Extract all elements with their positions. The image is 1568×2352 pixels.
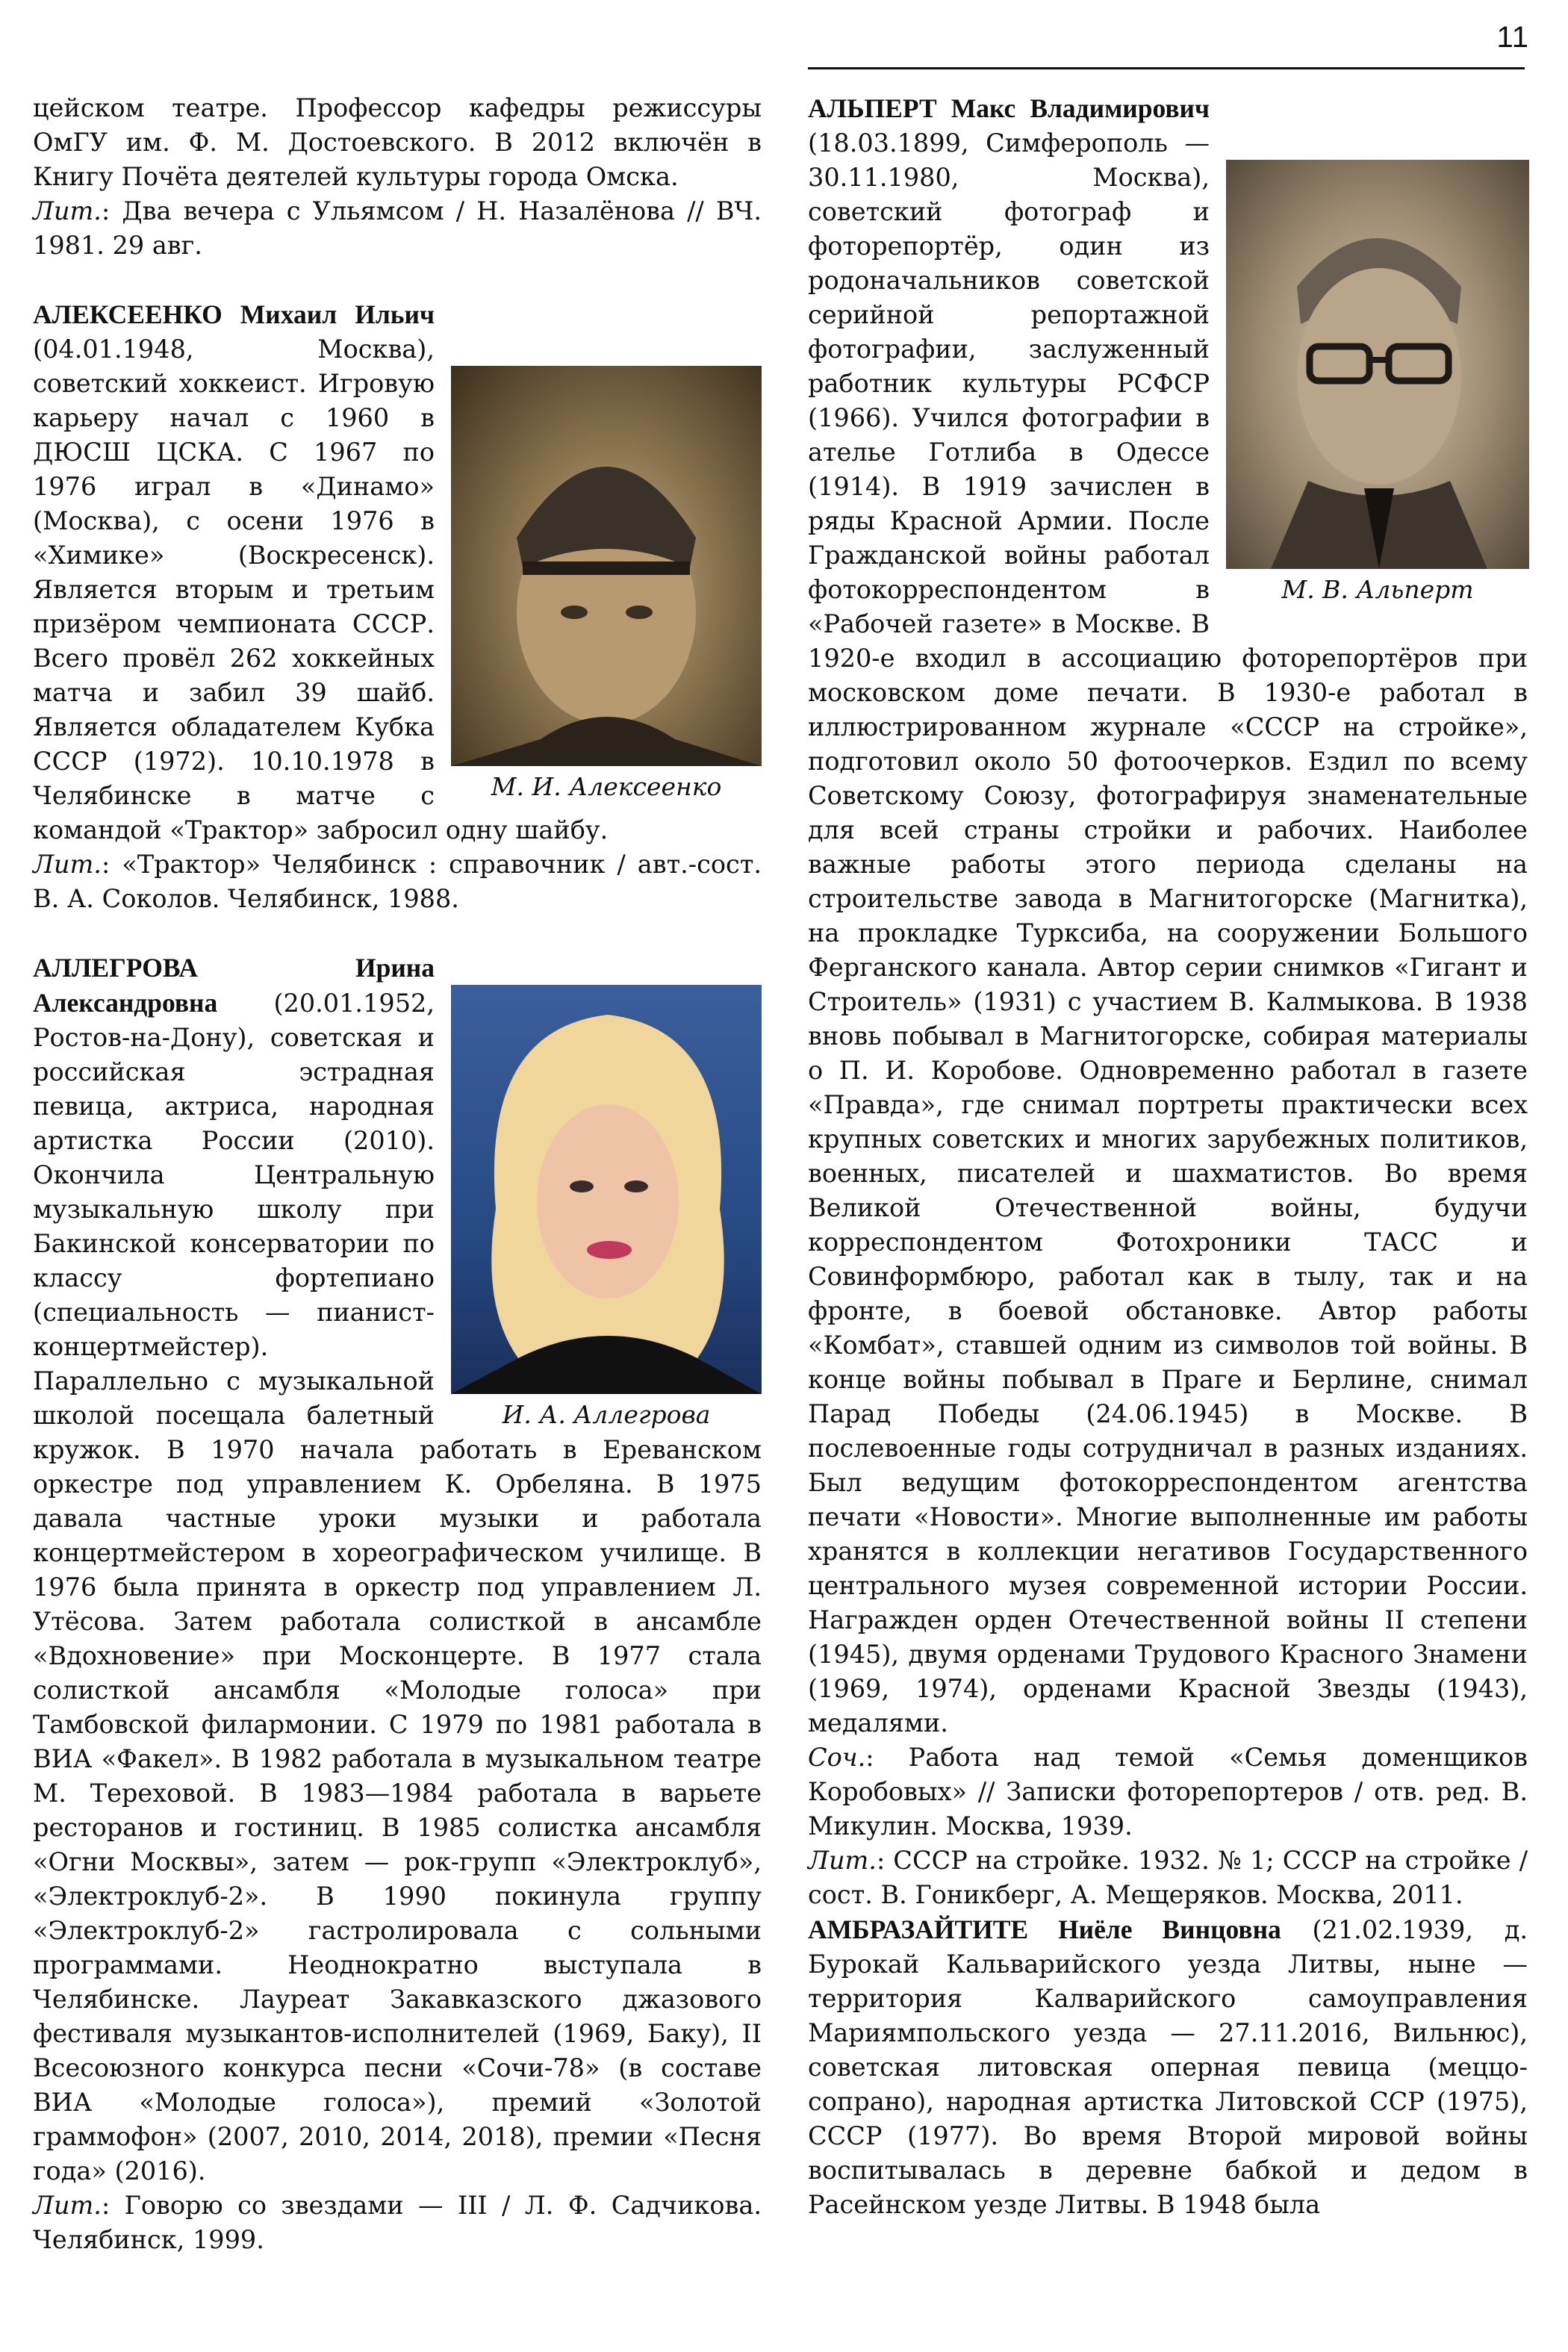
continuation-text: цейском театре. Профессор кафедры режиссуры ОмГУ им. Ф. М. Достоевского. В 2012 включён в Книгу Почёта деятелей культуры города Омска. xyxy=(33,93,762,191)
entry-heading: АЛЬПЕРТ Макс Владимирович xyxy=(808,93,1210,123)
entry-heading: АЛЕКСЕЕНКО Михаил Ильич xyxy=(33,299,435,329)
entry-text: (20.01.1952, Ростов-на-Дону), советская и российская эстрадная певица, актриса, народная артистка России (2010). Окончила Центральную музыкальную школу при Бакинской консерватории по классу фортепиано (специальность — пианист-концертмейстер). Параллельно с музыкальной школой посещала балетный кружок. В 1970 начала работать в Ереванском оркестре под управлением К. Орбеляна. В 1975 давала частные уроки музыки и работала концертмейстером в хореографическом училище. В 1976 была принята в оркестр под управлением Л. Утёсова. Затем работала солисткой в ансамбле «Вдохновение» при Москонцерте. В 1977 стала солисткой ансамбля «Молодые голоса» при Тамбовской филармонии. С 1979 по 1981 работала в ВИА «Факел». В 1982 работала в музыкальном театре М. Тереховой. В 1983—1984 работала в варьете ресторанов и гостиниц. В 1985 солистка ансамбля «Огни Москвы», затем — рок-групп «Электроклуб», «Электроклуб-2». В 1990 покинула группу «Электроклуб-2» гастролировала с сольными программами. Неоднократно выступала в Челябинске. Лауреат Закавказского джазового фестиваля музыкантов-исполнителей (1969, Баку), II Всесоюзного конкурса песни «Сочи-78» (в составе ВИА «Молодые голоса»), премий «Золотой граммофон» (2007, 2010, 2014, 2018), премии «Песня года» (2016). xyxy=(33,989,762,2185)
figure-alpert xyxy=(1226,160,1529,606)
lit-label: Лит. xyxy=(808,1846,877,1875)
entry-text: (04.01.1948, Москва), советский хоккеист. Игровую карьеру начал с 1960 в ДЮСШ ЦСКА. С 1967 по 1976 играл в «Динамо» (Москва), с осени 1976 в «Химике» (Воскресенск). Является вторым и третьим призёром чемпионата СССР. Всего провёл 262 хоккейных матча и забил 39 шайб. Является обладателем Кубка СССР (1972). 10.10.1978 в Челябинске в матче с командой «Трактор» забросил одну шайбу. xyxy=(33,335,609,844)
portrait-photo xyxy=(1226,160,1529,569)
portrait-photo xyxy=(451,366,762,766)
lit-text: : Два вечера с Ульямсом / Н. Назалёнова // ВЧ. 1981. 29 авг. xyxy=(33,196,762,260)
entry-allegrova xyxy=(33,951,762,2257)
lit-text: : Говорю со звездами — III / Л. Ф. Садчикова. Челябинск, 1999. xyxy=(33,2191,762,2254)
photo-caption: И. А. Аллегрова xyxy=(502,1400,711,1429)
lit-label: Лит. xyxy=(33,196,102,225)
lit-text: : «Трактор» Челябинск : справочник / авт.-сост. В. А. Соколов. Челябинск, 1988. xyxy=(33,850,762,913)
soch-label: Соч. xyxy=(808,1743,866,1772)
figure-allegrova xyxy=(451,985,762,1431)
right-column xyxy=(808,91,1528,2222)
entry-body xyxy=(808,91,1528,1740)
soch-text: : Работа над темой «Семья доменщиков Коробовых» // Записки фоторепортеров / отв. ред. В. Микулин. Москва, 1939. xyxy=(808,1743,1528,1841)
entry-literature xyxy=(33,847,762,916)
portrait-photo xyxy=(451,985,762,1394)
entry-heading: АМБРАЗАЙТИТЕ Ниёле Винцовна xyxy=(808,1914,1281,1944)
entry-works xyxy=(808,1740,1528,1844)
entry-text: (18.03.1899, Симферополь — 30.11.1980, Москва), советский фотограф и фоторепортёр, один из родоначальников советской серийной репортажной фотографии, заслуженный работник культуры РСФСР (1966). Учился фотографии в ателье Готлиба в Одессе (1914). В 1919 зачислен в ряды Красной Армии. После Гражданской войны работал фотокорреспондентом в «Рабочей газете» в Москве. В 1920-е входил в ассоциацию фоторепортёров при московском доме печати. В 1930-е работал в иллюстрированном журнале «СССР на стройке», подготовил около 50 фотоочерков. Ездил по всему Советскому Союзу, фотографируя знаменательные для всей страны стройки и рабочих. Наиболее важные работы этого периода сделаны на строительстве завода в Магнитогорске (Магнитка), на прокладке Турксиба, на сооружении Большого Ферганского канала. Автор серии снимков «Гигант и Строитель» (1931) с участием В. Калмыкова. В 1938 вновь побывал в Магнитогорске, собирая материалы о П. И. Коробове. Одновременно работал в газете «Правда», где снимал портреты практически всех крупных советских и многих зарубежных политиков, военных, писателей и шахматистов. Во время Великой Отечественной войны, будучи корреспондентом Фотохроники ТАСС и Совинформбюро, работал как в тылу, так и на фронте, в боевой обстановке. Автор работы «Комбат», ставшей одним из символов той войны. В конце войны побывал в Праге и Берлине, снимал Парад Победы (24.06.1945) в Москве. В послевоенные годы сотрудничал в разных изданиях. Был ведущим фотокорреспондентом агентства печати «Новости». Многие выполненные им работы хранятся в коллекции негативов Государственного центрального музея современной истории России. Награжден орден Отечественной войны II степени (1945), двумя орденами Трудового Красного Знамени (1969, 1974), орденами Красной Звезды (1943), медалями. xyxy=(808,128,1528,1737)
lit-label: Лит. xyxy=(33,850,102,879)
lit-text: : СССР на стройке. 1932. № 1; СССР на стройке / сост. В. Гоникберг, А. Мещеряков. Москва, 2011. xyxy=(808,1846,1528,1909)
entry-text: (21.02.1939, д. Бурокай Кальварийского уезда Литвы, ныне — территория Калварийского самоуправления Мариямпольского уезда — 27.11.2016, Вильнюс), советская литовская оперная певица (меццо-сопрано), народная артистка Литовской ССР (1975), СССР (1977). Во время Второй мировой войны воспитывалась в деревне бабкой и дедом в Расейнском уезде Литвы. В 1948 была xyxy=(808,1915,1528,2219)
header-rule xyxy=(808,67,1525,69)
entry-body xyxy=(33,297,762,847)
entry-continuation xyxy=(33,91,762,263)
entry-alekseenko xyxy=(33,297,762,916)
continuation-literature xyxy=(33,194,762,263)
entry-literature xyxy=(33,2188,762,2257)
entry-heading: АЛЛЕГРОВА Ирина Александровна xyxy=(33,953,435,1018)
page-number: 11 xyxy=(1496,21,1529,54)
photo-caption: М. В. Альперт xyxy=(1281,575,1474,604)
entry-body xyxy=(33,951,762,2188)
photo-caption: М. И. Алексеенко xyxy=(491,772,722,801)
entry-ambrazaitite xyxy=(808,1912,1528,2222)
lit-label: Лит. xyxy=(33,2191,102,2220)
entry-alpert xyxy=(808,91,1528,1912)
figure-alekseenko xyxy=(451,366,762,803)
entry-body xyxy=(808,1912,1528,2222)
entry-literature xyxy=(808,1844,1528,1912)
left-column xyxy=(33,91,762,2257)
